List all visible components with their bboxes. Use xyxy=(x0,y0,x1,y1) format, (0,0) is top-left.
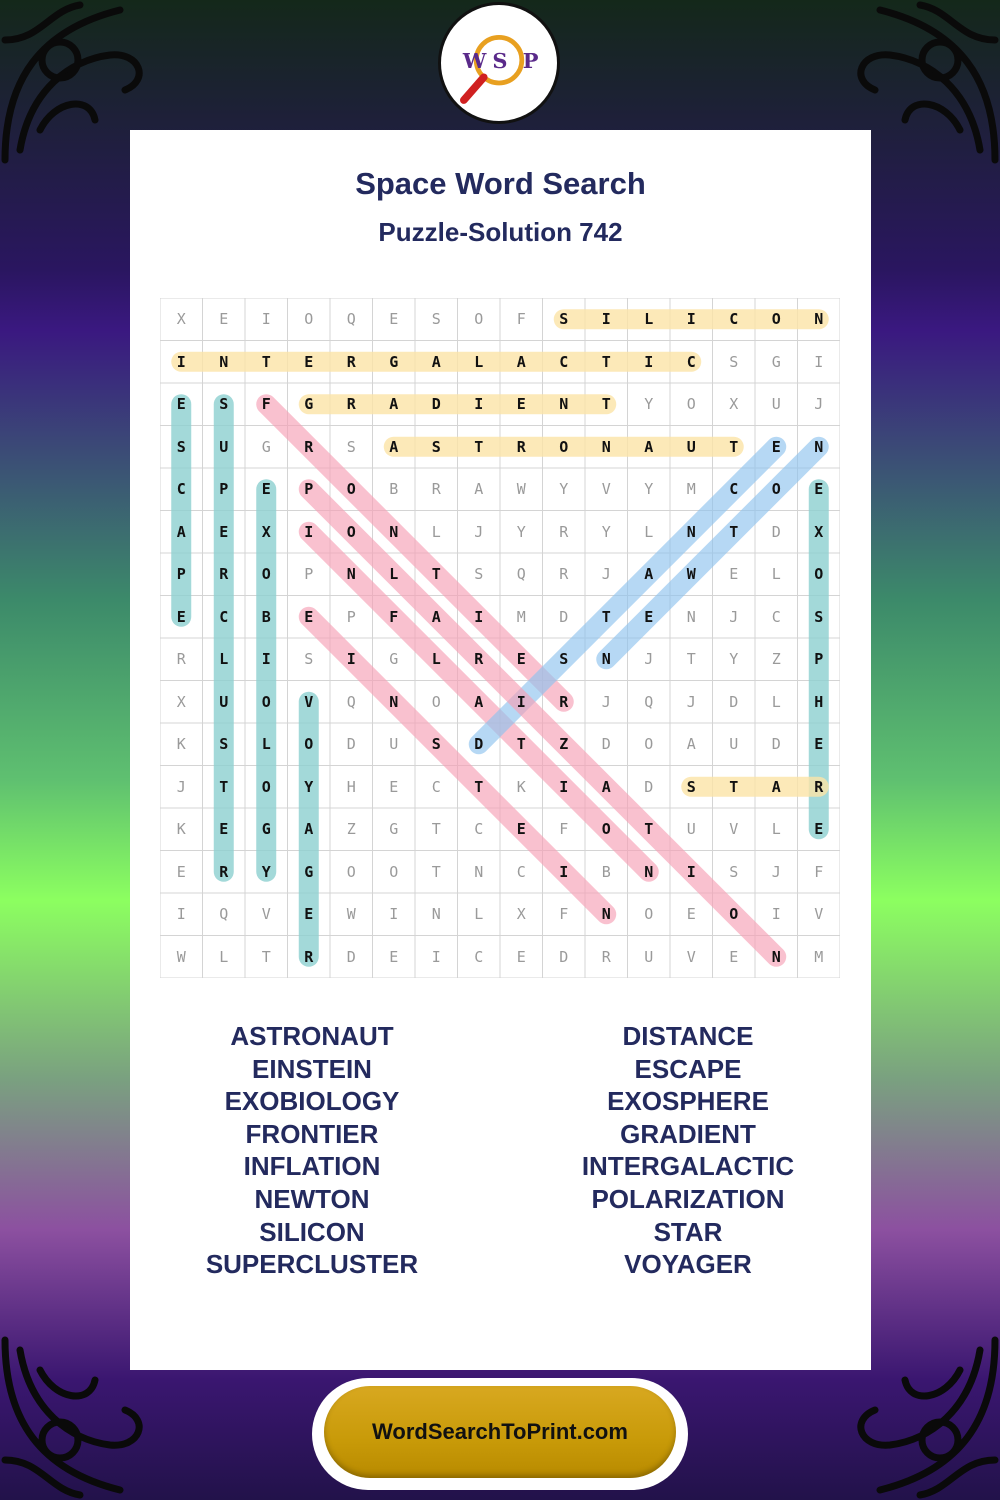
grid-cell: U xyxy=(219,437,229,456)
grid-cell: L xyxy=(771,820,781,839)
grid-cell: O xyxy=(771,480,781,499)
grid-cell: B xyxy=(601,862,611,881)
grid-cell: E xyxy=(176,395,186,414)
grid-cell: S xyxy=(219,395,229,414)
grid-cell: L xyxy=(644,310,654,329)
grid-cell: G xyxy=(389,352,399,371)
grid-cell: T xyxy=(431,862,441,881)
grid-cell: J xyxy=(686,692,696,711)
grid-cell: G xyxy=(304,862,314,881)
grid-cell: O xyxy=(601,820,611,839)
grid-cell: K xyxy=(176,820,186,839)
grid-cell: X xyxy=(516,905,526,924)
word-list-item: STAR xyxy=(653,1216,723,1247)
grid-cell: J xyxy=(771,862,781,881)
grid-cell: I xyxy=(686,862,696,881)
grid-cell: T xyxy=(729,437,739,456)
grid-cell: I xyxy=(431,947,441,966)
grid-cell: Q xyxy=(644,692,654,711)
grid-cell: L xyxy=(474,352,484,371)
grid-cell: O xyxy=(261,777,271,796)
grid-cell: U xyxy=(686,437,696,456)
grid-cell: T xyxy=(686,650,696,669)
grid-cell: U xyxy=(389,735,399,754)
grid-cell: J xyxy=(601,565,611,584)
grid-cell: A xyxy=(431,607,441,626)
word-list-item: EXOBIOLOGY xyxy=(224,1086,400,1117)
grid-cell: A xyxy=(771,777,781,796)
grid-cell: D xyxy=(771,522,781,541)
grid-cell: O xyxy=(261,692,271,711)
grid-cell: W xyxy=(516,480,526,499)
grid-cell: I xyxy=(474,395,484,414)
word-list-right xyxy=(538,1020,838,1281)
grid-cell: D xyxy=(559,607,569,626)
grid-cell: P xyxy=(304,565,314,584)
page-title: Space Word Search xyxy=(355,166,646,201)
grid-cell: F xyxy=(559,820,569,839)
grid-cell: A xyxy=(431,352,441,371)
grid-cell: T xyxy=(729,777,739,796)
grid-cell: E xyxy=(729,947,739,966)
grid-cell: N xyxy=(601,905,611,924)
grid-cell: V xyxy=(304,692,314,711)
grid-cell: T xyxy=(431,565,441,584)
grid-cell: M xyxy=(516,607,526,626)
grid-cell: Y xyxy=(729,650,739,669)
word-list-left xyxy=(162,1020,462,1281)
grid-cell: W xyxy=(346,905,356,924)
grid-cell: S xyxy=(431,735,441,754)
grid-cell: A xyxy=(389,395,399,414)
grid-cell: N xyxy=(601,650,611,669)
grid-cell: T xyxy=(729,522,739,541)
grid-cell: A xyxy=(686,735,696,754)
grid-cell: O xyxy=(346,862,356,881)
word-list-item: GRADIENT xyxy=(620,1118,756,1149)
grid-cell: S xyxy=(176,437,186,456)
grid-cell: I xyxy=(176,352,186,371)
grid-cell: N xyxy=(346,565,356,584)
grid-cell: R xyxy=(474,650,484,669)
grid-cell: C xyxy=(431,777,441,796)
grid-cell: O xyxy=(346,480,356,499)
grid-cell: T xyxy=(474,777,484,796)
grid-cell: I xyxy=(389,905,399,924)
grid-cell: W xyxy=(176,947,186,966)
grid-cell: J xyxy=(474,522,484,541)
grid-cell: Y xyxy=(644,395,654,414)
word-list-item: ASTRONAUT xyxy=(230,1021,394,1051)
word-list-item: ESCAPE xyxy=(634,1053,742,1084)
grid-cell: T xyxy=(644,820,654,839)
grid-cell: C xyxy=(219,607,229,626)
grid-cell: T xyxy=(261,947,271,966)
grid-cell: I xyxy=(559,777,569,796)
grid-cell: O xyxy=(431,692,441,711)
grid-cell: D xyxy=(474,735,484,754)
grid-cell: X xyxy=(814,522,824,541)
grid-cell: S xyxy=(559,310,569,329)
grid-cell: N xyxy=(686,607,696,626)
grid-cell: J xyxy=(644,650,654,669)
grid-cell: E xyxy=(176,607,186,626)
grid-cell: C xyxy=(729,310,739,329)
grid-cell: N xyxy=(814,437,824,456)
grid-cell: V xyxy=(261,905,271,924)
grid-cell: E xyxy=(219,522,229,541)
grid-cell: E xyxy=(729,565,739,584)
puzzle-sheet xyxy=(130,130,871,1370)
grid-cell: Z xyxy=(771,650,781,669)
grid-cell: Q xyxy=(346,310,356,329)
grid-cell: R xyxy=(559,692,569,711)
grid-cell: D xyxy=(644,777,654,796)
grid-cell: L xyxy=(771,692,781,711)
grid-cell: Y xyxy=(304,777,314,796)
grid-cell: U xyxy=(219,692,229,711)
grid-cell: Q xyxy=(219,905,229,924)
word-search-grid xyxy=(160,298,840,978)
grid-cell: L xyxy=(474,905,484,924)
grid-cell: J xyxy=(729,607,739,626)
grid-cell: O xyxy=(474,310,484,329)
grid-cell: P xyxy=(219,480,229,499)
grid-cell: L xyxy=(219,947,229,966)
grid-cell: D xyxy=(346,735,356,754)
grid-cell: H xyxy=(814,692,824,711)
logo-letter-w: W xyxy=(462,47,487,73)
grid-cell: M xyxy=(686,480,696,499)
grid-cell: F xyxy=(814,862,824,881)
grid-cell: A xyxy=(389,437,399,456)
grid-cell: E xyxy=(516,650,526,669)
page-subtitle: Puzzle-Solution 742 xyxy=(378,217,623,247)
grid-cell: A xyxy=(176,522,186,541)
grid-cell: H xyxy=(346,777,356,796)
grid-cell: C xyxy=(771,607,781,626)
grid-cell: X xyxy=(261,522,271,541)
grid-cell: S xyxy=(729,862,739,881)
grid-cell: E xyxy=(304,905,314,924)
grid-cell: N xyxy=(814,310,824,329)
grid-cell: O xyxy=(346,522,356,541)
grid-cell: C xyxy=(729,480,739,499)
grid-cell: J xyxy=(601,692,611,711)
grid-cell: E xyxy=(814,480,824,499)
grid-cell: V xyxy=(686,947,696,966)
grid-cell: U xyxy=(729,735,739,754)
grid-cell: V xyxy=(814,905,824,924)
grid-cell: B xyxy=(389,480,399,499)
grid-cell: C xyxy=(176,480,186,499)
grid-cell: E xyxy=(389,777,399,796)
grid-cell: E xyxy=(516,395,526,414)
grid-cell: C xyxy=(516,862,526,881)
word-list-item: EXOSPHERE xyxy=(607,1086,769,1117)
grid-cell: R xyxy=(304,947,314,966)
grid-cell: E xyxy=(814,820,824,839)
grid-cell: V xyxy=(729,820,739,839)
grid-cell: T xyxy=(474,437,484,456)
grid-cell: C xyxy=(474,820,484,839)
grid-cell: I xyxy=(304,522,314,541)
grid-cell: O xyxy=(644,735,654,754)
grid-cell: A xyxy=(474,480,484,499)
grid-cell: S xyxy=(729,352,739,371)
grid-cell: L xyxy=(219,650,229,669)
grid-cell: X xyxy=(176,692,186,711)
grid-cell: S xyxy=(431,310,441,329)
grid-cell: O xyxy=(559,437,569,456)
footer-link-text[interactable]: WordSearchToPrint.com xyxy=(372,1419,628,1444)
grid-cell: P xyxy=(304,480,314,499)
grid-cell: T xyxy=(601,607,611,626)
grid-cell: A xyxy=(474,692,484,711)
grid-cell: D xyxy=(729,692,739,711)
grid-cell: K xyxy=(176,735,186,754)
grid-cell: J xyxy=(814,395,824,414)
grid-cell: N xyxy=(559,395,569,414)
grid-cell: R xyxy=(346,352,356,371)
grid-cell: Y xyxy=(644,480,654,499)
grid-cell: E xyxy=(304,352,314,371)
grid-cell: D xyxy=(601,735,611,754)
grid-cell: T xyxy=(431,820,441,839)
grid-cell: N xyxy=(686,522,696,541)
grid-cell: C xyxy=(474,947,484,966)
grid-cell: S xyxy=(219,735,229,754)
word-list-item: VOYAGER xyxy=(624,1249,752,1280)
grid-cell: L xyxy=(389,565,399,584)
grid-cell: Y xyxy=(559,480,569,499)
grid-cell: R xyxy=(559,522,569,541)
grid-cell: T xyxy=(601,352,611,371)
grid-cell: U xyxy=(644,947,654,966)
grid-cell: E xyxy=(261,480,271,499)
grid-cell: O xyxy=(686,395,696,414)
grid-cell: L xyxy=(644,522,654,541)
footer-link-pill[interactable] xyxy=(312,1378,688,1490)
grid-cell: Z xyxy=(346,820,356,839)
grid-cell: O xyxy=(771,310,781,329)
grid-cell: D xyxy=(559,947,569,966)
grid-cell: O xyxy=(814,565,824,584)
grid-cell: E xyxy=(176,862,186,881)
grid-cell: V xyxy=(601,480,611,499)
grid-cell: G xyxy=(389,650,399,669)
grid-cell: Z xyxy=(559,735,569,754)
grid-cell: E xyxy=(516,947,526,966)
grid-cell: D xyxy=(771,735,781,754)
grid-cell: S xyxy=(346,437,356,456)
grid-cell: E xyxy=(814,735,824,754)
grid-cell: B xyxy=(261,607,271,626)
grid-cell: Q xyxy=(346,692,356,711)
grid-cell: E xyxy=(389,310,399,329)
logo-letter-p: P xyxy=(522,47,539,73)
grid-cell: G xyxy=(389,820,399,839)
grid-cell: G xyxy=(304,395,314,414)
grid-cell: G xyxy=(771,352,781,371)
grid-cell: R xyxy=(219,862,229,881)
grid-cell: O xyxy=(644,905,654,924)
grid-cell: T xyxy=(261,352,271,371)
grid-cell: I xyxy=(261,310,271,329)
grid-cell: I xyxy=(644,352,654,371)
grid-cell: D xyxy=(431,395,441,414)
grid-cell: Y xyxy=(516,522,526,541)
grid-cell: F xyxy=(389,607,399,626)
grid-cell: W xyxy=(686,565,696,584)
word-list-item: INTERGALACTIC xyxy=(581,1151,795,1182)
grid-cell: E xyxy=(516,820,526,839)
grid-cell: C xyxy=(559,352,569,371)
word-list-item: FRONTIER xyxy=(245,1118,379,1149)
grid-cell: O xyxy=(304,310,314,329)
grid-cell: C xyxy=(686,352,696,371)
grid-cell: G xyxy=(261,820,271,839)
grid-cell: S xyxy=(304,650,314,669)
word-list-item: NEWTON xyxy=(254,1183,370,1214)
grid-cell: D xyxy=(346,947,356,966)
grid-cell: N xyxy=(219,352,229,371)
grid-cell: N xyxy=(389,522,399,541)
grid-cell: R xyxy=(304,437,314,456)
letter-grid xyxy=(160,298,840,978)
grid-cell: F xyxy=(516,310,526,329)
grid-cell: L xyxy=(431,650,441,669)
grid-cell: X xyxy=(729,395,739,414)
grid-cell: U xyxy=(686,820,696,839)
grid-cell: E xyxy=(389,947,399,966)
grid-cell: E xyxy=(219,310,229,329)
grid-cell: R xyxy=(176,650,186,669)
grid-cell: R xyxy=(219,565,229,584)
grid-cell: S xyxy=(559,650,569,669)
grid-cell: L xyxy=(261,735,271,754)
word-list xyxy=(130,1020,871,1280)
grid-cell: Y xyxy=(261,862,271,881)
grid-cell: R xyxy=(346,395,356,414)
grid-cell: O xyxy=(261,565,271,584)
grid-cell: G xyxy=(261,437,271,456)
grid-cell: N xyxy=(474,862,484,881)
word-list-item: INFLATION xyxy=(243,1151,381,1182)
grid-cell: N xyxy=(431,905,441,924)
grid-cell: E xyxy=(219,820,229,839)
word-list-item: DISTANCE xyxy=(622,1021,754,1051)
grid-cell: T xyxy=(219,777,229,796)
word-list-item: POLARIZATION xyxy=(591,1183,785,1214)
grid-cell: I xyxy=(516,692,526,711)
grid-cell: A xyxy=(516,352,526,371)
grid-cell: K xyxy=(516,777,526,796)
word-list-item: SILICON xyxy=(259,1216,365,1247)
word-list-item: EINSTEIN xyxy=(252,1053,372,1084)
grid-cell: T xyxy=(516,735,526,754)
grid-cell: O xyxy=(304,735,314,754)
grid-cell: A xyxy=(644,565,654,584)
grid-cell: S xyxy=(431,437,441,456)
grid-cell: L xyxy=(431,522,441,541)
grid-cell: I xyxy=(814,352,824,371)
footer-button[interactable] xyxy=(324,1386,676,1478)
grid-cell: N xyxy=(601,437,611,456)
grid-cell: S xyxy=(814,607,824,626)
grid-cell: P xyxy=(346,607,356,626)
grid-cell: T xyxy=(601,395,611,414)
grid-cell: X xyxy=(176,310,186,329)
grid-cell: Y xyxy=(601,522,611,541)
grid-cell: M xyxy=(814,947,824,966)
grid-cell: U xyxy=(771,395,781,414)
grid-cell: E xyxy=(771,437,781,456)
grid-cell: J xyxy=(176,777,186,796)
grid-cell: A xyxy=(304,820,314,839)
grid-cell: R xyxy=(601,947,611,966)
grid-cell: R xyxy=(431,480,441,499)
grid-cell: I xyxy=(771,905,781,924)
grid-cell: R xyxy=(516,437,526,456)
grid-cell: E xyxy=(304,607,314,626)
grid-cell: R xyxy=(559,565,569,584)
grid-cell: I xyxy=(346,650,356,669)
grid-cell: F xyxy=(261,395,271,414)
grid-cell: I xyxy=(559,862,569,881)
grid-cell: N xyxy=(644,862,654,881)
grid-cell: F xyxy=(559,905,569,924)
grid-cell: I xyxy=(261,650,271,669)
wsp-logo[interactable] xyxy=(438,2,560,124)
grid-cell: O xyxy=(729,905,739,924)
grid-cell: O xyxy=(389,862,399,881)
grid-cell: P xyxy=(176,565,186,584)
grid-cell: A xyxy=(601,777,611,796)
grid-cell: I xyxy=(474,607,484,626)
grid-cell: E xyxy=(686,905,696,924)
grid-cell: S xyxy=(474,565,484,584)
grid-cell: I xyxy=(601,310,611,329)
grid-cell: S xyxy=(686,777,696,796)
grid-cell: Q xyxy=(516,565,526,584)
word-list-item: SUPERCLUSTER xyxy=(205,1249,419,1280)
grid-cell: N xyxy=(389,692,399,711)
grid-cell: E xyxy=(644,607,654,626)
grid-cell: I xyxy=(686,310,696,329)
grid-cell: R xyxy=(814,777,824,796)
grid-cell: A xyxy=(644,437,654,456)
logo-letter-s: S xyxy=(492,47,508,73)
grid-cell: P xyxy=(814,650,824,669)
grid-cell: I xyxy=(176,905,186,924)
grid-cell: L xyxy=(771,565,781,584)
grid-cell: N xyxy=(771,947,781,966)
